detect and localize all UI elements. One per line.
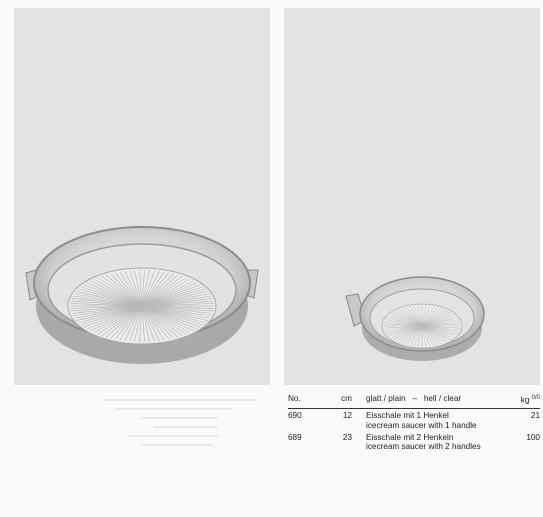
- row-description-en: icecream saucer with 2 handles: [366, 442, 481, 452]
- row-kg: 100: [526, 432, 540, 442]
- header-description: [366, 394, 510, 405]
- table-row: [288, 431, 540, 452]
- table-row: [288, 409, 540, 430]
- row-description: [366, 411, 510, 430]
- row-description-en: icecream saucer with 1 handle: [366, 420, 477, 430]
- spec-table-header: [288, 392, 540, 409]
- row-description-de: Eisschale mit 2 Henkeln: [366, 432, 454, 442]
- bowl-photo-one-handle: [284, 8, 540, 385]
- row-kg: 21: [530, 411, 540, 421]
- bowl-photo-two-handles: [14, 8, 270, 385]
- bowl-one-handle-illustration: [284, 8, 540, 385]
- header-dash: –: [412, 394, 417, 403]
- row-cm: 23: [342, 432, 352, 442]
- header-color: hell / clear: [423, 394, 462, 403]
- row-description-de: Eisschale mit 1 Henkel: [366, 411, 449, 421]
- row-no: 689: [288, 432, 302, 442]
- faint-bleed-through: [12, 392, 270, 512]
- header-finish: glatt / plain: [366, 394, 406, 403]
- spec-table: [288, 392, 540, 452]
- bowl-two-handles-illustration: [14, 8, 270, 385]
- row-cm: 12: [342, 411, 352, 421]
- row-no: 690: [288, 411, 302, 421]
- header-no: No.: [288, 394, 301, 403]
- row-description: [366, 433, 510, 452]
- header-cm: cm: [341, 394, 352, 403]
- header-kg: kg $^{0/0}$: [520, 395, 540, 405]
